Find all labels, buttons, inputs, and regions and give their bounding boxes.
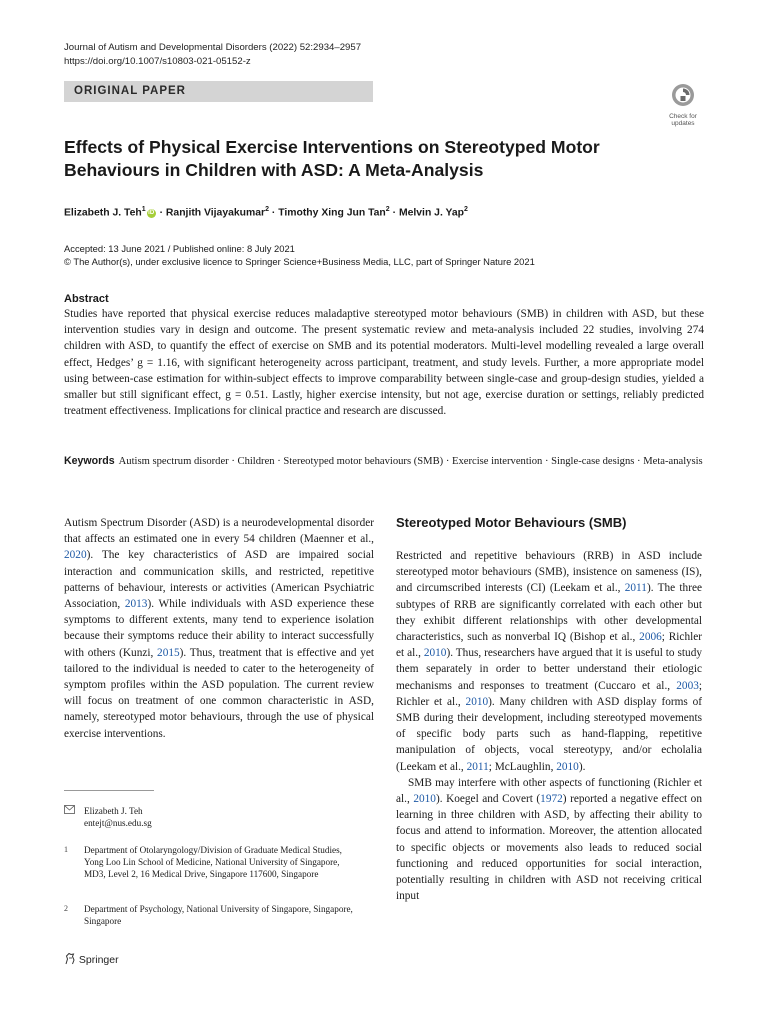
copyright-line: © The Author(s), under exclusive licence to Springer Science+Business Media, LLC, part of Springer Nature 2021 xyxy=(64,256,535,267)
author-affiliation-mark: 1 xyxy=(141,206,146,213)
author-affiliation-mark: 2 xyxy=(385,206,390,213)
body-text: SMB may interfere with other aspects of functioning (Richler et al., xyxy=(396,776,702,806)
citation-year-link[interactable]: 2010 xyxy=(413,793,436,806)
publisher-footer xyxy=(64,952,119,967)
check-updates-caption: Check for updates xyxy=(669,113,697,127)
affiliation-1-text: Department of Otolaryngology/Division of Graduate Medical Studies, Yong Loo Lin School of Medicine, National University of Singapore, MD3, Level 2, 16 Medical Drive, Singapore 117600, Singapore xyxy=(84,845,342,880)
body-text: ). Many children with ASD display forms of SMB during their development, including stereotyped movements of specific body parts such as hand-flapping, repetitive manipulation of objects, vocal stereotypy, and/or echolalia (Leekam et al., xyxy=(396,695,702,773)
body-text: ; McLaughlin, xyxy=(488,760,557,773)
body-text: ). Thus, researchers have argued that it is useful to study them separately in order to better understand their etiologic mechanisms and responses to treatment (Cuccaro et al., xyxy=(396,647,703,692)
body-text: ). xyxy=(578,760,586,773)
citation-year-link[interactable]: 2020 xyxy=(64,549,87,562)
smb-paragraph-1 xyxy=(396,548,702,775)
orcid-icon[interactable]: iD xyxy=(148,210,155,217)
check-updates-icon xyxy=(671,83,695,107)
section-heading-smb: Stereotyped Motor Behaviours (SMB) xyxy=(396,515,627,530)
envelope-icon xyxy=(64,805,84,829)
body-text: Restricted and repetitive behaviours (RRB) in ASD include stereotyped motor behaviours (SMB), insistence on sameness (IS), and circumscribed interests (CI) (Leekam et al., xyxy=(396,550,702,595)
abstract-heading: Abstract xyxy=(64,293,109,305)
introduction-paragraph xyxy=(64,515,374,742)
title-line-2: Behaviours in Children with ASD: A Meta-Analysis xyxy=(64,160,484,180)
article-type-banner: ORIGINAL PAPER xyxy=(64,81,373,102)
citation-year-link[interactable]: 2013 xyxy=(124,598,148,611)
springer-horse-icon xyxy=(64,952,76,965)
citation-year-link[interactable]: 2003 xyxy=(676,679,699,692)
publisher-name: Springer xyxy=(78,954,119,966)
body-text: ). The three subtypes of RRB are significantly correlated with each other but they exhibit different relationships with other developmental characteristics, such as nonverbal IQ (Bishop et al., xyxy=(396,582,702,644)
author-affiliation-mark: 2 xyxy=(265,206,269,213)
affiliation-1 xyxy=(64,844,364,881)
affiliation-mark: 1 xyxy=(64,845,68,854)
body-text: ). The key characteristics of ASD are impaired social interaction and communication skills, and restricted, repetitive patterns of behaviour, interests or activities (American Psychiatric Association, xyxy=(64,549,374,611)
smb-section-body xyxy=(396,548,702,904)
citation-year-link[interactable]: 2011 xyxy=(624,582,647,595)
body-text: ; Richler et al., xyxy=(396,679,702,708)
journal-citation: Journal of Autism and Developmental Disorders (2022) 52:2934–2957 xyxy=(64,42,362,53)
body-text: ). Thus, treatment that is effective and yet tailored to the individual is needed to cater to the heterogeneity of symptom profiles within the ASD population. The current review will focus on treatment of one common characteristic in ASD, namely, stereotyped motor behaviours, through the use of physical exercise interventions. xyxy=(64,646,374,740)
body-text: ). While individuals with ASD experience these symptoms to different extents, many tend to experience isolation because their symptoms reduce their ability to interact successfully with others (Kunzi, xyxy=(64,598,374,659)
corresponding-author-name: Elizabeth J. Teh xyxy=(84,806,143,816)
corresponding-author-note xyxy=(64,805,374,829)
paper-title xyxy=(64,136,684,182)
corresponding-author-email[interactable]: entejt@nus.edu.sg xyxy=(84,818,152,829)
author-name[interactable]: Elizabeth J. Teh xyxy=(64,207,142,219)
keywords-text: Autism spectrum disorder · Children · Stereotyped motor behaviours (SMB) · Exercise intervention · Single-case designs · Meta-analysis xyxy=(118,456,703,467)
body-text: ; Richler et al., xyxy=(396,631,703,660)
author-list: Elizabeth J. Teh$^1$iD · Ranjith Vijayakumar$^2$ · Timothy Xing Jun Tan$^2$ · Melvin J. Yap$^2$ xyxy=(64,206,468,219)
check-for-updates-badge[interactable] xyxy=(663,83,703,125)
citation-year-link[interactable]: 2010 xyxy=(556,760,579,773)
citation-year-link[interactable]: 2015 xyxy=(157,646,180,659)
citation-year-link[interactable]: 1972 xyxy=(540,793,563,806)
author-affiliation-mark: 2 xyxy=(464,206,468,213)
abstract-text: Studies have reported that physical exercise reduces maladaptive stereotyped motor behaviours (SMB) in children with ASD, but these intervention studies vary in design and outcome. The present systematic review and meta-analysis included 22 studies, involving 274 children with ASD, to quantify the effect of exercise on SMB and its potential moderators. Multi-level modelling revealed a large overall effect, Hedges’ g = 1.16, with significant heterogeneity across participant, treatment, and study levels. Further, a more appropriate model using between-case estimation for within-subject effects to improve comparability between single-case and group-design studies, yielded a smaller but still significant effect, g = 0.51. Lastly, higher exercise intensity, but not age, exercise duration or settings, reliably predicted treatment effectiveness. Implications for clinical practice and research are discussed. xyxy=(64,308,704,418)
affiliation-2 xyxy=(64,903,364,927)
publication-dates xyxy=(64,242,704,268)
citation-year-link[interactable]: 2006 xyxy=(639,631,662,644)
author-name[interactable]: Ranjith Vijayakumar xyxy=(165,207,266,219)
body-text: Autism Spectrum Disorder (ASD) is a neurodevelopmental disorder that affects an estimated one in every 54 children (Maenner et al., xyxy=(64,517,374,546)
smb-paragraph-2 xyxy=(396,775,702,905)
citation-year-link[interactable]: 2010 xyxy=(423,647,447,660)
affiliation-mark: 2 xyxy=(64,904,68,913)
body-text: ) reported a negative effect on learning in three children with ASD, by affecting their ability to focus and attend to information. Moreover, the attention allocated to specific objects or movements also leads to reduced social functioning and reduced opportunities for social interaction, potentially resulting in children with ASD not receiving critical input xyxy=(396,793,702,903)
title-line-1: Effects of Physical Exercise Interventions on Stereotyped Motor xyxy=(64,137,600,157)
author-name[interactable]: Timothy Xing Jun Tan xyxy=(278,207,386,219)
citation-year-link[interactable]: 2011 xyxy=(466,760,489,773)
footnote-divider xyxy=(64,790,154,791)
author-name[interactable]: Melvin J. Yap xyxy=(398,207,465,219)
body-text: ). Koegel and Covert ( xyxy=(435,793,541,806)
doi-link[interactable]: https://doi.org/10.1007/s10803-021-05152-z xyxy=(64,56,251,67)
accepted-published-line: Accepted: 13 June 2021 / Published online: 8 July 2021 xyxy=(64,243,295,254)
keywords xyxy=(64,454,704,470)
affiliation-2-text: Department of Psychology, National University of Singapore, Singapore, Singapore xyxy=(84,904,353,927)
keywords-label: Keywords xyxy=(64,455,115,467)
citation-year-link[interactable]: 2010 xyxy=(465,695,489,708)
